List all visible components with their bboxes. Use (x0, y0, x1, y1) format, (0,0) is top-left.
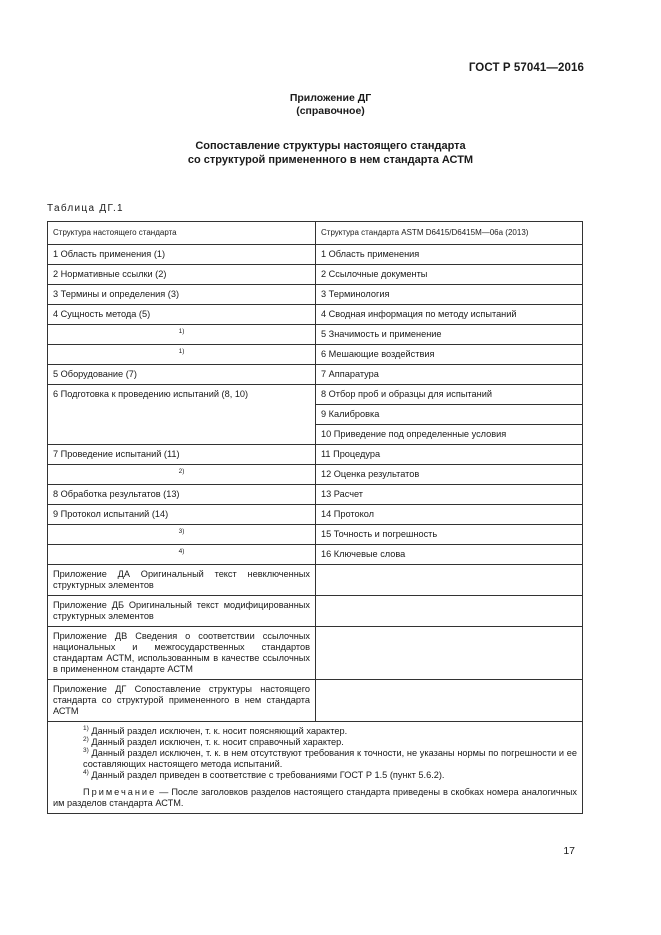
footnote-ref: 4) (178, 548, 185, 555)
cell-right: 14 Протокол (316, 505, 583, 525)
cell-right: 8 Отбор проб и образцы для испытаний (316, 385, 583, 405)
table-row (48, 525, 583, 545)
cell-left-footnote-ref (48, 465, 316, 485)
cell-left: Приложение ДБ Оригинальный текст модифицированных структурных элементов (48, 596, 316, 627)
cell-left: 8 Обработка результатов (13) (48, 485, 316, 505)
cell-left: 6 Подготовка к проведению испытаний (8, 10) (48, 385, 316, 445)
cell-left: 5 Оборудование (7) (48, 365, 316, 385)
table-row (48, 385, 583, 405)
table-row (48, 325, 583, 345)
footnote-ref: 1) (178, 348, 185, 355)
table-row (48, 545, 583, 565)
cell-left: 9 Протокол испытаний (14) (48, 505, 316, 525)
cell-right: 10 Приведение под определенные условия (316, 425, 583, 445)
table-row (48, 485, 583, 505)
cell-right: 12 Оценка результатов (316, 465, 583, 485)
footnote-mark: 4) (83, 769, 89, 776)
page-number: 17 (563, 845, 575, 857)
cell-right: 7 Аппаратура (316, 365, 583, 385)
table-label: Таблица ДГ.1 (47, 203, 124, 214)
cell-right-empty (316, 596, 583, 627)
table-row (48, 465, 583, 485)
footnote-mark: 1) (83, 725, 89, 732)
note-label: Примечание (83, 787, 157, 797)
footnote-mark: 2) (83, 736, 89, 743)
appendix-heading (0, 92, 661, 118)
cell-right: 3 Терминология (316, 285, 583, 305)
section-title (0, 139, 661, 167)
table-row (48, 505, 583, 525)
table-row (48, 596, 583, 627)
footnote-2 (53, 737, 577, 748)
cell-right: 4 Сводная информация по методу испытаний (316, 305, 583, 325)
header-left: Структура настоящего стандарта (48, 222, 316, 245)
cell-left: 1 Область применения (1) (48, 245, 316, 265)
footnote-ref: 3) (178, 528, 185, 535)
table-note (53, 787, 577, 809)
table-row (48, 345, 583, 365)
appendix-subtitle: (справочное) (296, 105, 365, 117)
cell-left: 7 Проведение испытаний (11) (48, 445, 316, 465)
header-right: Структура стандарта ASTM D6415/D6415M—06a (2013) (316, 222, 583, 245)
cell-right: 16 Ключевые слова (316, 545, 583, 565)
table-row (48, 245, 583, 265)
cell-right-empty (316, 627, 583, 680)
table-row (48, 445, 583, 465)
footnote-mark: 3) (83, 747, 89, 754)
cell-left: Приложение ДА Оригинальный текст невключенных структурных элементов (48, 565, 316, 596)
footnote-text: Данный раздел приведен в соответствие с требованиями ГОСТ Р 1.5 (пункт 5.6.2). (91, 770, 445, 780)
cell-left: 4 Сущность метода (5) (48, 305, 316, 325)
table-footnotes (48, 722, 583, 814)
footnote-text: Данный раздел исключен, т. к. носит поясняющий характер. (91, 726, 348, 736)
section-title-line-2: со структурой примененного в нем стандарта АСТМ (187, 154, 474, 166)
appendix-title: Приложение ДГ (289, 92, 372, 104)
cell-right: 15 Точность и погрешность (316, 525, 583, 545)
cell-right: 2 Ссылочные документы (316, 265, 583, 285)
document-code: ГОСТ Р 57041—2016 (468, 62, 584, 74)
table-header-row (48, 222, 583, 245)
cell-left: Приложение ДВ Сведения о соответствии ссылочных национальных и межгосударственных стандартов стандартам АСТМ, использованным в качестве ссылочных в примененном стандарте АСТМ (48, 627, 316, 680)
footnote-text: Данный раздел исключен, т. к. носит справочный характер. (91, 737, 344, 747)
table-footnotes-row (48, 722, 583, 814)
note-text: — После заголовков разделов настоящего стандарта приведены в скобках номера аналогичных им разделов стандарта АСТМ. (53, 787, 577, 808)
cell-right: 9 Калибровка (316, 405, 583, 425)
section-title-line-1: Сопоставление структуры настоящего стандарта (195, 140, 466, 152)
cell-right: 6 Мешающие воздействия (316, 345, 583, 365)
footnote-3 (53, 748, 577, 770)
footnote-text: Данный раздел исключен, т. к. в нем отсутствуют требования к точности, не указаны нормы по погрешности и ее составляющих настоящего метода испытаний. (83, 748, 577, 769)
cell-left: 2 Нормативные ссылки (2) (48, 265, 316, 285)
structure-comparison-table (47, 221, 583, 814)
cell-left-footnote-ref (48, 345, 316, 365)
cell-right-empty (316, 565, 583, 596)
footnote-4 (53, 770, 577, 781)
cell-left: 3 Термины и определения (3) (48, 285, 316, 305)
cell-right: 13 Расчет (316, 485, 583, 505)
table-row (48, 265, 583, 285)
table-row (48, 365, 583, 385)
cell-right-empty (316, 680, 583, 722)
cell-left: Приложение ДГ Сопоставление структуры настоящего стандарта со структурой примененного в нем стандарта АСТМ (48, 680, 316, 722)
table-row (48, 680, 583, 722)
table-row (48, 565, 583, 596)
cell-left-footnote-ref (48, 525, 316, 545)
cell-left-footnote-ref (48, 325, 316, 345)
footnote-ref: 2) (178, 468, 185, 475)
cell-right: 11 Процедура (316, 445, 583, 465)
footnote-1 (53, 726, 577, 737)
footnote-ref: 1) (178, 328, 185, 335)
cell-left-footnote-ref (48, 545, 316, 565)
table-row (48, 627, 583, 680)
cell-right: 1 Область применения (316, 245, 583, 265)
table-row (48, 305, 583, 325)
table-row (48, 285, 583, 305)
cell-right: 5 Значимость и применение (316, 325, 583, 345)
